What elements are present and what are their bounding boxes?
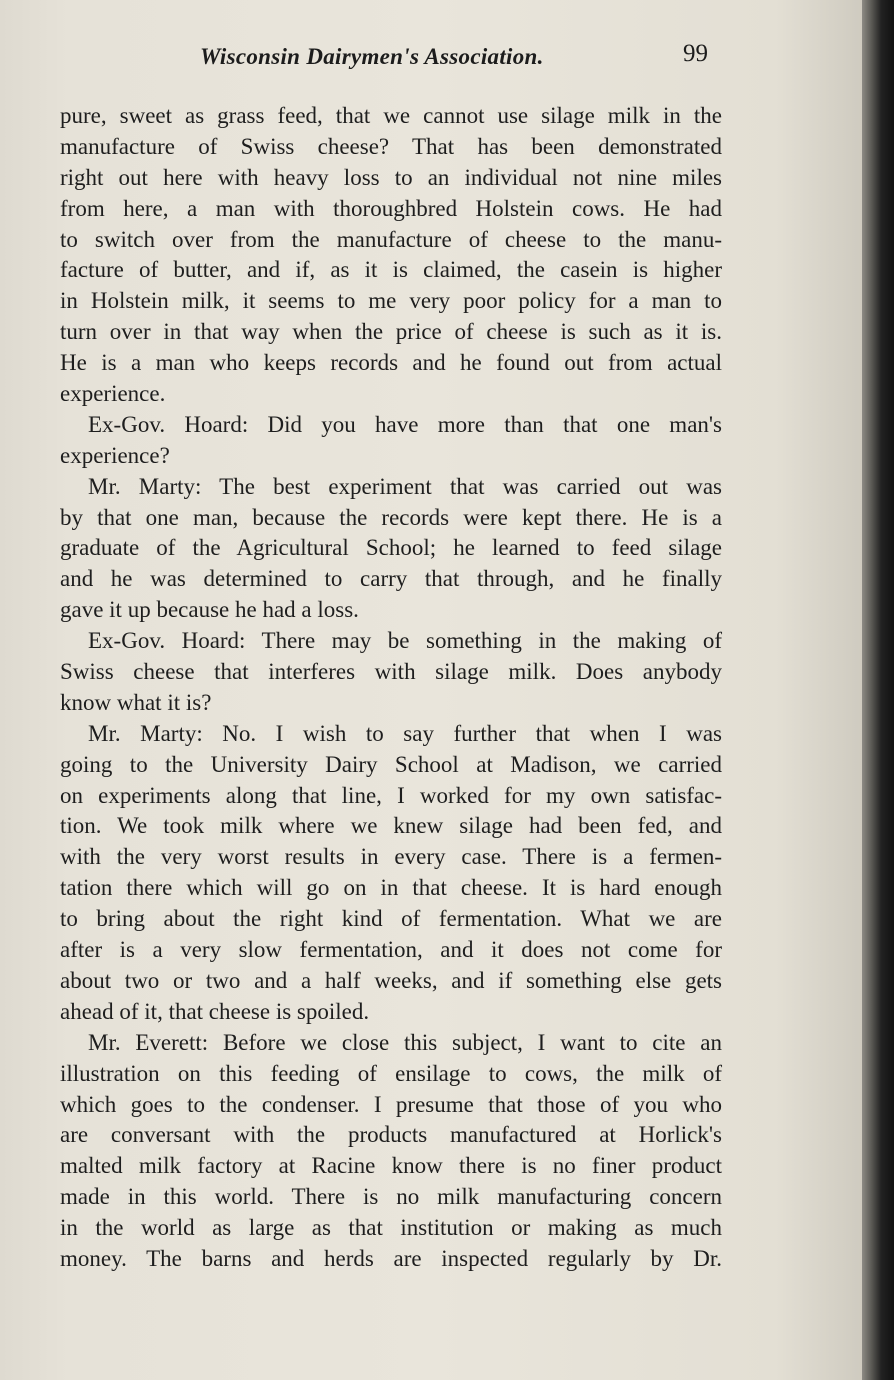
text-line: tion. We took milk where we knew silage had been fed, and [60,813,722,839]
text-line: turn over in that way when the price of cheese is such as it is. [60,319,722,345]
text-line: ahead of it, that cheese is spoiled. [60,998,370,1024]
body-text [60,101,722,1275]
text-line: in Holstein milk, it seems to me very poor policy for a man to [60,288,722,314]
text-line: illustration on this feeding of ensilage to cows, the milk of [60,1060,722,1086]
running-title: Wisconsin Dairymen's Association. [200,44,544,69]
text-line: in the world as large as that institution or making as much [60,1215,722,1241]
text-line: Ex-Gov. Hoard: There may be something in the making of [88,628,722,654]
text-line: pure, sweet as grass feed, that we cannot use silage milk in the [60,103,722,128]
text-line: malted milk factory at Racine know there is no finer product [60,1153,722,1179]
text-line: graduate of the Agricultural School; he learned to feed silage [60,535,722,561]
text-line: know what it is? [60,689,212,715]
page-number: 99 [683,40,708,67]
text-line: going to the University Dairy School at Madison, we carried [60,751,722,777]
text-line: right out here with heavy loss to an individual not nine miles [60,164,722,190]
book-spine-edge [862,0,894,1380]
text-line: He is a man who keeps records and he found out from actual [60,350,722,376]
page-header [0,36,862,76]
text-line: about two or two and a half weeks, and if something else gets [60,967,722,993]
text-line: money. The barns and herds are inspected regularly by Dr. [60,1245,722,1271]
text-line: experience. [60,381,166,407]
text-line: made in this world. There is no milk manufacturing concern [60,1184,722,1210]
text-line: on experiments along that line, I worked for my own satisfac- [60,782,722,808]
text-line: Mr. Marty: The best experiment that was carried out was [88,473,722,499]
text-line: by that one man, because the records were kept there. He is a [60,504,722,530]
text-line: Mr. Everett: Before we close this subject, I want to cite an [88,1029,722,1055]
text-line: facture of butter, and if, as it is claimed, the casein is higher [60,257,722,283]
text-line: to switch over from the manufacture of cheese to the manu- [60,226,722,252]
text-line: gave it up because he had a loss. [60,597,359,623]
text-line: Ex-Gov. Hoard: Did you have more than that one man's [88,411,722,437]
text-line: are conversant with the products manufactured at Horlick's [60,1122,722,1148]
text-line: with the very worst results in every case. There is a fermen- [60,844,722,870]
text-line: from here, a man with thoroughbred Holstein cows. He had [60,195,722,221]
text-line: tation there which will go on in that cheese. It is hard enough [60,875,722,901]
text-line: Swiss cheese that interferes with silage milk. Does anybody [60,659,722,685]
text-line: which goes to the condenser. I presume that those of you who [60,1091,722,1117]
text-line: to bring about the right kind of fermentation. What we are [60,906,722,932]
text-line: Mr. Marty: No. I wish to say further that when I was [88,720,722,746]
text-line: experience? [60,442,170,468]
text-line: manufacture of Swiss cheese? That has been demonstrated [60,133,722,159]
text-line: after is a very slow fermentation, and it does not come for [60,937,722,963]
text-line: and he was determined to carry that through, and he finally [60,566,722,592]
